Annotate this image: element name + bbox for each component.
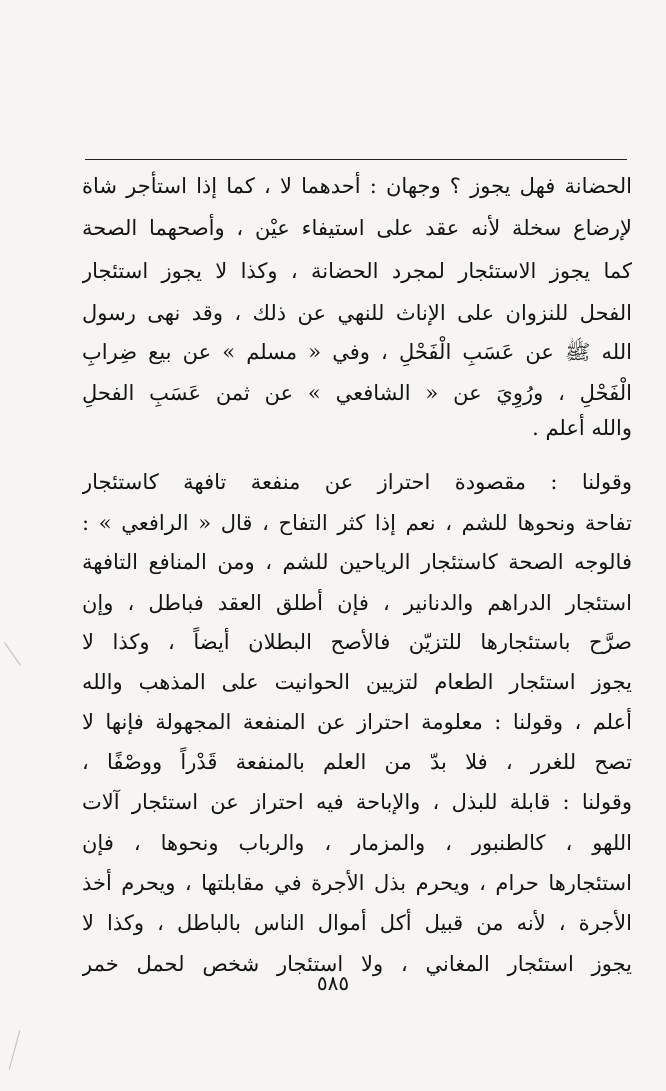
text-line-11: استئجار الدراهم والدنانير ، فإن أطلق العقد فباطل ، وإن (82, 591, 632, 615)
page-number: ٥٨٥ (316, 971, 350, 995)
text-line-6: الْفَحْلِ ، ورُوِيَ عن « الشافعي » عن ثمن عَسَبِ الفحلِ (82, 381, 632, 405)
text-line-12: صرَّح باستئجارها للتزيّن فالأصح البطلان أيضاً ، وكذا لا (82, 630, 632, 654)
text-line-15: تصح للغرر ، فلا بدّ من العلم بالمنفعة قَدْراً ووصْفًا ، (82, 750, 632, 774)
text-line-7: والله أعلم . (532, 416, 632, 440)
text-line-14: أعلم ، وقولنا : معلومة احتراز عن المنفعة المجهولة فإنها لا (82, 710, 632, 734)
text-line-19: الأجرة ، لأنه من قبيل أكل أموال الناس بالباطل ، وكذا لا (82, 911, 632, 935)
text-line-20: يجوز استئجار المغاني ، ولا استئجار شخص لحمل خمر (82, 952, 632, 976)
text-line-17: اللهو ، كالطنبور ، والمزمار ، والرباب ونحوها ، فإن (82, 831, 632, 855)
text-line-10: فالوجه الصحة كاستئجار الرياحين للشم ، ومن المنافع التافهة (82, 550, 632, 574)
text-line-16: وقولنا : قابلة للبذل ، والإباحة فيه احتراز عن استئجار آلات (82, 790, 632, 814)
text-line-5: الله ﷺ عن عَسَبِ الْفَحْلِ ، وفي « مسلم » عن بيع ضِرابِ (82, 340, 632, 364)
text-line-4: الفحل للنزوان على الإناث للنهي عن ذلك ، وقد نهى رسول (82, 301, 632, 325)
text-line-8: وقولنا : مقصودة احتراز عن منفعة تافهة كاستئجار (82, 470, 632, 494)
text-line-1: الحضانة فهل يجوز ؟ وجهان : أحدهما لا ، كما إذا استأجر شاة (82, 174, 632, 198)
text-line-3: كما يجوز الاستئجار لمجرد الحضانة ، وكذا لا يجوز استئجار (82, 259, 632, 283)
text-line-18: استئجارها حرام ، ويحرم بذل الأجرة في مقابلتها ، ويحرم أخذ (82, 871, 632, 895)
scan-edge-mark (9, 1031, 20, 1070)
scan-edge-mark (4, 642, 21, 666)
text-line-9: تفاحة ونحوها للشم ، نعم إذا كثر التفاح ، قال « الرافعي » : (82, 511, 632, 535)
text-line-2: لإرضاع سخلة لأنه عقد على استيفاء عيْن ، وأصحهما الصحة (82, 216, 632, 240)
text-line-13: يجوز استئجار الطعام لتزيين الحوانيت على المذهب والله (82, 670, 632, 694)
header-rule (85, 159, 627, 160)
